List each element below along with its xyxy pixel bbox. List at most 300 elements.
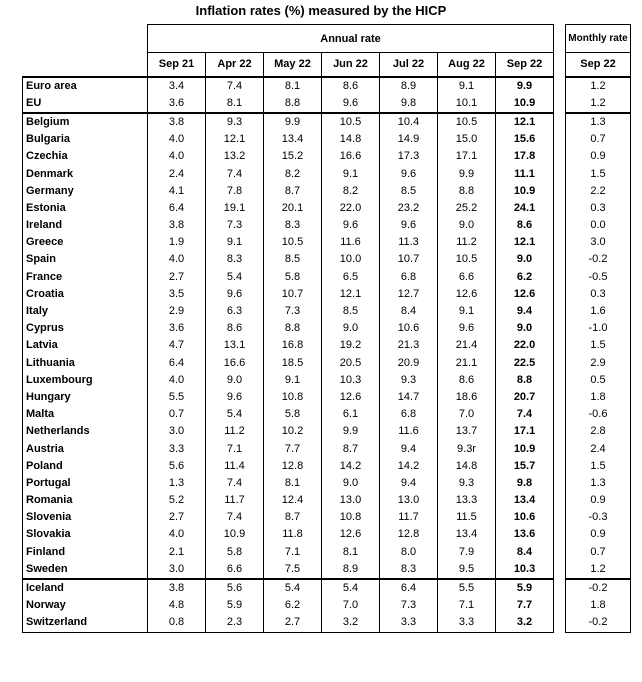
table-row (566, 337, 631, 354)
rate-cell: 2.7 (148, 509, 206, 526)
rate-cell: 17.1 (438, 148, 496, 165)
rate-cell: 8.0 (380, 544, 438, 561)
rate-cell: 12.6 (322, 389, 380, 406)
rate-cell: 9.1 (438, 77, 496, 95)
monthly-rate-cell: 2.2 (566, 183, 631, 200)
rate-cell: 9.4 (380, 475, 438, 492)
table-row (566, 217, 631, 234)
monthly-rate-cell: 2.9 (566, 355, 631, 372)
rate-cell: 7.7 (496, 597, 554, 614)
country-name: Spain (23, 251, 148, 268)
table-row (566, 183, 631, 200)
rate-cell: 13.6 (496, 526, 554, 543)
rate-cell: 12.6 (322, 526, 380, 543)
table-row (566, 355, 631, 372)
monthly-rate-cell: 1.5 (566, 337, 631, 354)
rate-cell: 10.4 (380, 113, 438, 131)
rate-cell: 4.7 (148, 337, 206, 354)
table-row (566, 509, 631, 526)
column-header: Aug 22 (438, 53, 496, 77)
table-row (566, 423, 631, 440)
rate-cell: 3.5 (148, 286, 206, 303)
table-row (566, 165, 631, 182)
rate-cell: 9.0 (322, 320, 380, 337)
rate-cell: 19.2 (322, 337, 380, 354)
rate-cell: 9.6 (322, 95, 380, 113)
annual-rate-table (22, 24, 554, 633)
rate-cell: 16.6 (206, 355, 264, 372)
table-row (23, 492, 554, 509)
rate-cell: 7.4 (206, 509, 264, 526)
rate-cell: 13.7 (438, 423, 496, 440)
rate-cell: 10.9 (496, 95, 554, 113)
country-name: Lithuania (23, 355, 148, 372)
country-name: Germany (23, 183, 148, 200)
rate-cell: 8.5 (380, 183, 438, 200)
rate-cell: 9.9 (496, 77, 554, 95)
rate-cell: 3.2 (496, 614, 554, 632)
rate-cell: 7.1 (438, 597, 496, 614)
table-row (566, 251, 631, 268)
rate-cell: 8.6 (496, 217, 554, 234)
rate-cell: 10.7 (380, 251, 438, 268)
table-row (566, 458, 631, 475)
rate-cell: 14.9 (380, 131, 438, 148)
monthly-rate-cell: 0.3 (566, 286, 631, 303)
rate-cell: 10.5 (438, 251, 496, 268)
rate-cell: 6.5 (322, 269, 380, 286)
rate-cell: 7.4 (206, 475, 264, 492)
country-name: Latvia (23, 337, 148, 354)
rate-cell: 9.0 (438, 217, 496, 234)
rate-cell: 21.3 (380, 337, 438, 354)
rate-cell: 15.0 (438, 131, 496, 148)
rate-cell: 5.5 (148, 389, 206, 406)
rate-cell: 5.8 (206, 544, 264, 561)
rate-cell: 13.0 (322, 492, 380, 509)
rate-cell: 11.6 (322, 234, 380, 251)
rate-cell: 6.6 (206, 561, 264, 579)
rate-cell: 4.8 (148, 597, 206, 614)
rate-cell: 9.6 (380, 165, 438, 182)
rate-cell: 2.4 (148, 165, 206, 182)
country-name: Portugal (23, 475, 148, 492)
table-row (23, 183, 554, 200)
rate-cell: 6.8 (380, 269, 438, 286)
rate-cell: 7.4 (206, 165, 264, 182)
rate-cell: 9.6 (322, 217, 380, 234)
table-title: Inflation rates (%) measured by the HICP (195, 3, 447, 18)
monthly-rate-cell: -0.2 (566, 614, 631, 632)
monthly-rate-cell: 0.7 (566, 131, 631, 148)
country-name: Switzerland (23, 614, 148, 632)
rate-cell: 12.8 (264, 458, 322, 475)
rate-cell: 23.2 (380, 200, 438, 217)
monthly-rate-cell: 2.4 (566, 440, 631, 457)
rate-cell: 7.3 (264, 303, 322, 320)
monthly-column-header: Sep 22 (566, 53, 631, 77)
table-row (23, 561, 554, 579)
country-name: Hungary (23, 389, 148, 406)
country-name: Norway (23, 597, 148, 614)
country-name: Ireland (23, 217, 148, 234)
rate-cell: 13.3 (438, 492, 496, 509)
country-name: Finland (23, 544, 148, 561)
table-row (23, 475, 554, 492)
rate-cell: 7.1 (264, 544, 322, 561)
monthly-rate-cell: 1.5 (566, 458, 631, 475)
rate-cell: 14.2 (380, 458, 438, 475)
country-name: Belgium (23, 113, 148, 131)
rate-cell: 5.6 (206, 579, 264, 597)
rate-cell: 13.4 (496, 492, 554, 509)
rate-cell: 7.0 (322, 597, 380, 614)
rate-cell: 2.7 (148, 269, 206, 286)
rate-cell: 4.1 (148, 183, 206, 200)
rate-cell: 11.5 (438, 509, 496, 526)
table-row (566, 389, 631, 406)
column-header: Apr 22 (206, 53, 264, 77)
rate-cell: 3.4 (148, 77, 206, 95)
table-row (23, 440, 554, 457)
rate-cell: 9.9 (264, 113, 322, 131)
rate-cell: 5.6 (148, 458, 206, 475)
rate-cell: 11.2 (438, 234, 496, 251)
table-row (566, 200, 631, 217)
rate-cell: 6.1 (322, 406, 380, 423)
rate-cell: 12.8 (380, 526, 438, 543)
rate-cell: 8.7 (322, 440, 380, 457)
monthly-rate-cell: -0.5 (566, 269, 631, 286)
rate-cell: 6.4 (380, 579, 438, 597)
table-row (23, 303, 554, 320)
rate-cell: 7.1 (206, 440, 264, 457)
table-row (23, 355, 554, 372)
table-row (23, 614, 554, 632)
rate-cell: 8.5 (264, 251, 322, 268)
rate-cell: 10.9 (206, 526, 264, 543)
country-name: Croatia (23, 286, 148, 303)
table-row (23, 234, 554, 251)
monthly-rate-cell: 0.9 (566, 526, 631, 543)
monthly-rate-cell: -0.3 (566, 509, 631, 526)
table-row (23, 458, 554, 475)
table-row (23, 372, 554, 389)
table-row (23, 77, 554, 95)
rate-cell: 8.1 (264, 77, 322, 95)
monthly-rate-cell: -0.2 (566, 251, 631, 268)
rate-cell: 8.5 (322, 303, 380, 320)
rate-cell: 19.1 (206, 200, 264, 217)
country-name: Poland (23, 458, 148, 475)
rate-cell: 10.9 (496, 440, 554, 457)
monthly-rate-cell: -1.0 (566, 320, 631, 337)
rate-cell: 12.1 (322, 286, 380, 303)
monthly-rate-cell: 3.0 (566, 234, 631, 251)
rate-cell: 9.9 (438, 165, 496, 182)
rate-cell: 3.0 (148, 561, 206, 579)
country-name: Luxembourg (23, 372, 148, 389)
rate-cell: 3.8 (148, 217, 206, 234)
corner-blank (23, 25, 148, 77)
rate-cell: 17.3 (380, 148, 438, 165)
table-row (23, 389, 554, 406)
rate-cell: 25.2 (438, 200, 496, 217)
rate-cell: 9.0 (496, 320, 554, 337)
rate-cell: 8.6 (206, 320, 264, 337)
monthly-rate-header: Monthly rate (566, 25, 631, 53)
table-row (566, 77, 631, 95)
rate-cell: 24.1 (496, 200, 554, 217)
rate-cell: 13.4 (438, 526, 496, 543)
rate-cell: 6.2 (264, 597, 322, 614)
country-name: Czechia (23, 148, 148, 165)
rate-cell: 12.1 (206, 131, 264, 148)
rate-cell: 3.3 (380, 614, 438, 632)
rate-cell: 2.3 (206, 614, 264, 632)
rate-cell: 8.8 (438, 183, 496, 200)
rate-cell: 7.7 (264, 440, 322, 457)
rate-cell: 2.7 (264, 614, 322, 632)
monthly-rate-cell: 1.3 (566, 475, 631, 492)
rate-cell: 7.8 (206, 183, 264, 200)
rate-cell: 4.0 (148, 131, 206, 148)
rate-cell: 8.7 (264, 183, 322, 200)
table-row (566, 544, 631, 561)
rate-cell: 9.3 (380, 372, 438, 389)
rate-cell: 7.3 (206, 217, 264, 234)
rate-cell: 10.5 (322, 113, 380, 131)
monthly-rate-cell: -0.6 (566, 406, 631, 423)
rate-cell: 3.0 (148, 423, 206, 440)
rate-cell: 9.3r (438, 440, 496, 457)
rate-cell: 3.3 (148, 440, 206, 457)
rate-cell: 22.0 (322, 200, 380, 217)
rate-cell: 12.6 (438, 286, 496, 303)
rate-cell: 4.0 (148, 372, 206, 389)
rate-cell: 12.6 (496, 286, 554, 303)
rate-cell: 9.4 (380, 440, 438, 457)
rate-cell: 5.4 (206, 269, 264, 286)
rate-cell: 11.1 (496, 165, 554, 182)
rate-cell: 22.5 (496, 355, 554, 372)
rate-cell: 9.8 (496, 475, 554, 492)
rate-cell: 7.3 (380, 597, 438, 614)
rate-cell: 11.3 (380, 234, 438, 251)
rate-cell: 9.3 (438, 475, 496, 492)
monthly-rate-cell: 1.5 (566, 165, 631, 182)
rate-cell: 3.6 (148, 320, 206, 337)
table-row (23, 544, 554, 561)
rate-cell: 3.8 (148, 113, 206, 131)
rate-cell: 7.4 (496, 406, 554, 423)
rate-cell: 7.4 (206, 77, 264, 95)
column-header: Jul 22 (380, 53, 438, 77)
rate-cell: 8.9 (380, 77, 438, 95)
rate-cell: 8.1 (264, 475, 322, 492)
rate-cell: 3.8 (148, 579, 206, 597)
rate-cell: 11.6 (380, 423, 438, 440)
rate-cell: 17.1 (496, 423, 554, 440)
rate-cell: 13.0 (380, 492, 438, 509)
rate-cell: 20.5 (322, 355, 380, 372)
country-name: Italy (23, 303, 148, 320)
rate-cell: 7.5 (264, 561, 322, 579)
rate-cell: 20.9 (380, 355, 438, 372)
rate-cell: 18.6 (438, 389, 496, 406)
column-header: Sep 22 (496, 53, 554, 77)
column-header: Jun 22 (322, 53, 380, 77)
rate-cell: 8.7 (264, 509, 322, 526)
rate-cell: 8.3 (264, 217, 322, 234)
rate-cell: 14.2 (322, 458, 380, 475)
rate-cell: 10.3 (496, 561, 554, 579)
table-row (566, 95, 631, 113)
rate-cell: 8.1 (322, 544, 380, 561)
rate-cell: 9.6 (380, 217, 438, 234)
rate-cell: 0.8 (148, 614, 206, 632)
table-row (566, 286, 631, 303)
table-row (23, 113, 554, 131)
rate-cell: 9.0 (496, 251, 554, 268)
country-name: Cyprus (23, 320, 148, 337)
table-row (23, 526, 554, 543)
rate-cell: 4.0 (148, 148, 206, 165)
rate-cell: 6.4 (148, 200, 206, 217)
rate-cell: 10.6 (496, 509, 554, 526)
rate-cell: 14.8 (438, 458, 496, 475)
rate-cell: 12.7 (380, 286, 438, 303)
rate-cell: 10.8 (322, 509, 380, 526)
country-name: France (23, 269, 148, 286)
table-row (23, 286, 554, 303)
rate-cell: 10.9 (496, 183, 554, 200)
table-row (23, 95, 554, 113)
rate-cell: 10.1 (438, 95, 496, 113)
rate-cell: 4.0 (148, 251, 206, 268)
table-row (23, 217, 554, 234)
table-row (23, 320, 554, 337)
rate-cell: 6.3 (206, 303, 264, 320)
rate-cell: 9.1 (322, 165, 380, 182)
rate-cell: 3.2 (322, 614, 380, 632)
rate-cell: 13.4 (264, 131, 322, 148)
table-row (566, 320, 631, 337)
rate-cell: 9.1 (438, 303, 496, 320)
rate-cell: 10.8 (264, 389, 322, 406)
country-name: Austria (23, 440, 148, 457)
rate-cell: 3.3 (438, 614, 496, 632)
rate-cell: 9.9 (322, 423, 380, 440)
rate-cell: 8.1 (206, 95, 264, 113)
rate-cell: 10.5 (264, 234, 322, 251)
monthly-rate-cell: 0.7 (566, 544, 631, 561)
country-name: EU (23, 95, 148, 113)
table-row (23, 165, 554, 182)
rate-cell: 11.2 (206, 423, 264, 440)
rate-cell: 8.3 (380, 561, 438, 579)
rate-cell: 4.0 (148, 526, 206, 543)
table-row (23, 131, 554, 148)
table-row (566, 269, 631, 286)
country-name: Denmark (23, 165, 148, 182)
rate-cell: 17.8 (496, 148, 554, 165)
rate-cell: 10.7 (264, 286, 322, 303)
rate-cell: 8.2 (264, 165, 322, 182)
rate-cell: 16.6 (322, 148, 380, 165)
rate-cell: 10.2 (264, 423, 322, 440)
monthly-rate-cell: 1.3 (566, 113, 631, 131)
rate-cell: 1.3 (148, 475, 206, 492)
rate-cell: 8.4 (380, 303, 438, 320)
rate-cell: 6.8 (380, 406, 438, 423)
country-name: Greece (23, 234, 148, 251)
monthly-rate-cell: 1.8 (566, 597, 631, 614)
rate-cell: 20.1 (264, 200, 322, 217)
table-row (23, 251, 554, 268)
table-row (23, 509, 554, 526)
country-name: Netherlands (23, 423, 148, 440)
column-header: Sep 21 (148, 53, 206, 77)
country-name: Euro area (23, 77, 148, 95)
annual-rate-header: Annual rate (148, 25, 554, 53)
rate-cell: 21.4 (438, 337, 496, 354)
country-name: Estonia (23, 200, 148, 217)
country-name: Bulgaria (23, 131, 148, 148)
country-name: Slovenia (23, 509, 148, 526)
rate-cell: 7.9 (438, 544, 496, 561)
rate-cell: 5.5 (438, 579, 496, 597)
rate-cell: 8.6 (322, 77, 380, 95)
rate-cell: 5.9 (496, 579, 554, 597)
monthly-rate-cell: 0.0 (566, 217, 631, 234)
rate-cell: 1.9 (148, 234, 206, 251)
rate-cell: 11.7 (206, 492, 264, 509)
monthly-rate-cell: 1.2 (566, 95, 631, 113)
monthly-rate-cell: 0.9 (566, 492, 631, 509)
rate-cell: 16.8 (264, 337, 322, 354)
rate-cell: 12.4 (264, 492, 322, 509)
rate-cell: 6.6 (438, 269, 496, 286)
rate-cell: 8.8 (496, 372, 554, 389)
rate-cell: 5.8 (264, 269, 322, 286)
table-row (566, 492, 631, 509)
rate-cell: 9.6 (206, 389, 264, 406)
rate-cell: 5.4 (322, 579, 380, 597)
rate-cell: 11.8 (264, 526, 322, 543)
monthly-rate-cell: 1.8 (566, 389, 631, 406)
rate-cell: 11.7 (380, 509, 438, 526)
table-row (23, 423, 554, 440)
country-name: Sweden (23, 561, 148, 579)
monthly-rate-cell: 0.3 (566, 200, 631, 217)
table-row (566, 148, 631, 165)
rate-cell: 3.6 (148, 95, 206, 113)
table-row (566, 579, 631, 597)
table-row (23, 337, 554, 354)
monthly-rate-table (565, 24, 631, 633)
rate-cell: 8.4 (496, 544, 554, 561)
rate-cell: 0.7 (148, 406, 206, 423)
rate-cell: 15.7 (496, 458, 554, 475)
rate-cell: 13.2 (206, 148, 264, 165)
rate-cell: 5.8 (264, 406, 322, 423)
rate-cell: 11.4 (206, 458, 264, 475)
rate-cell: 5.4 (264, 579, 322, 597)
table-row (566, 131, 631, 148)
rate-cell: 9.1 (264, 372, 322, 389)
rate-cell: 22.0 (496, 337, 554, 354)
